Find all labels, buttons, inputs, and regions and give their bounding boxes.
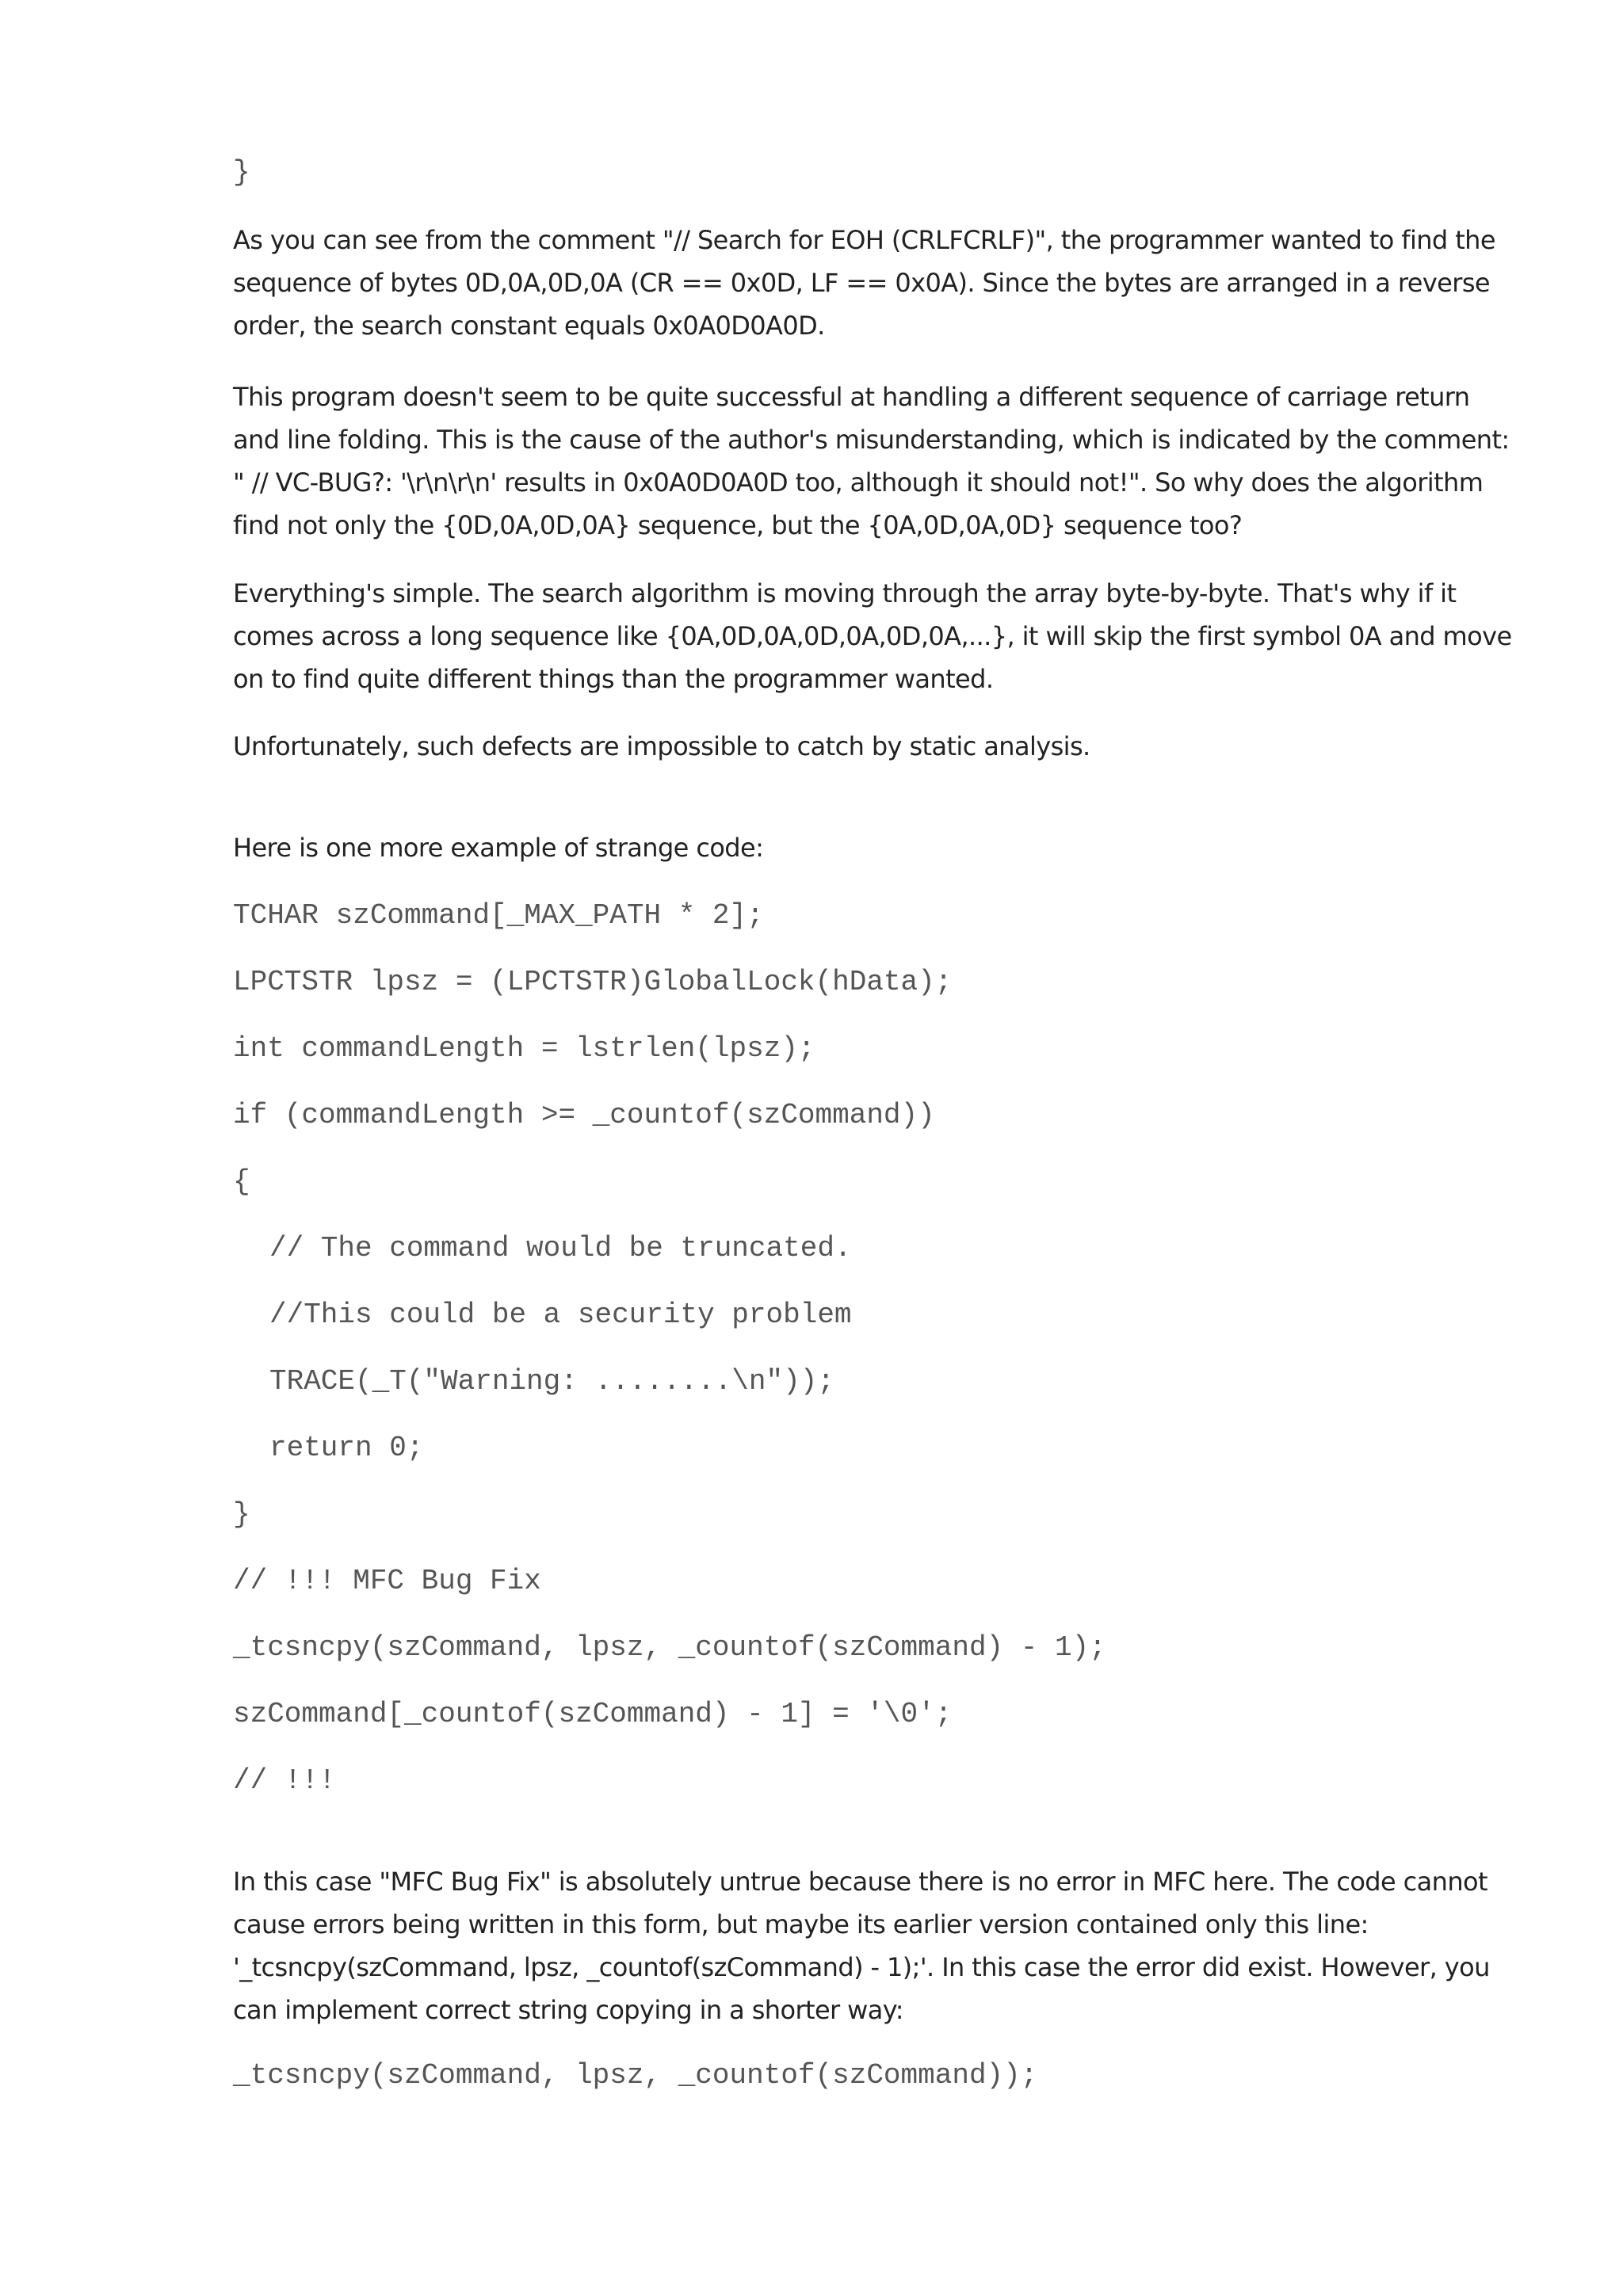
paragraph-intro-example: Here is one more example of strange code: bbox=[233, 833, 764, 863]
code-line: // The command would be truncated. bbox=[269, 1232, 852, 1264]
code-line: // !!! bbox=[233, 1764, 336, 1797]
code-line: TCHAR szCommand[_MAX_PATH * 2]; bbox=[233, 899, 764, 932]
code-line: } bbox=[233, 1498, 250, 1531]
code-line: return 0; bbox=[269, 1432, 424, 1464]
paragraph-static-analysis: Unfortunately, such defects are impossible to catch by static analysis. bbox=[233, 731, 1090, 761]
code-line: //This could be a security problem bbox=[269, 1299, 852, 1331]
code-line: TRACE(_T("Warning: ........\n")); bbox=[269, 1365, 834, 1398]
code-line: if (commandLength >= _countof(szCommand)) bbox=[233, 1099, 935, 1131]
code-line: LPCTSTR lpsz = (LPCTSTR)GlobalLock(hData); bbox=[233, 966, 953, 998]
code-line: // !!! MFC Bug Fix bbox=[233, 1565, 541, 1597]
paragraph-mfc-bug-fix: In this case "MFC Bug Fix" is absolutely untrue because there is no error in MFC here. The code cannot cause errors being written in this form, but maybe its earlier version contained only this line: '_tcsncpy(szCommand, lpsz, _countof(szCommand) - 1);'. In this case the error did exist. However, you can implement correct string copying in a shorter way: bbox=[233, 1867, 1490, 2025]
code-final-line: _tcsncpy(szCommand, lpsz, _countof(szCommand)); bbox=[233, 2059, 1038, 2092]
paragraph-explanation: Everything's simple. The search algorithm is moving through the array byte-by-byte. That's why if it comes across a long sequence like {0A,0D,0A,0D,0A,0D,0A,...}, it will skip the first symbol 0A and move on to find quite different things than the programmer wanted. bbox=[233, 578, 1512, 694]
paragraph-eoh-comment: As you can see from the comment "// Search for EOH (CRLFCRLF)", the programmer wanted to find the sequence of bytes 0D,0A,0D,0A (CR == 0x0D, LF == 0x0A). Since the bytes are arranged in a reverse order, the search constant equals 0x0A0D0A0D. bbox=[233, 225, 1495, 341]
code-line: int commandLength = lstrlen(lpsz); bbox=[233, 1032, 815, 1065]
code-line: _tcsncpy(szCommand, lpsz, _countof(szCommand) - 1); bbox=[233, 1631, 1106, 1664]
paragraph-vc-bug: This program doesn't seem to be quite successful at handling a different sequence of carriage return and line folding. This is the cause of the author's misunderstanding, which is indicated by the comment: " // VC-BUG?: '\r\n\r\n' results in 0x0A0D0A0D too, although it should not!". So why does the algorithm find not only the {0D,0A,0D,0A} sequence, but the {0A,0D,0A,0D} sequence too? bbox=[233, 382, 1510, 540]
code-line: { bbox=[233, 1165, 250, 1198]
code-closing-brace: } bbox=[233, 156, 250, 189]
code-line: szCommand[_countof(szCommand) - 1] = '\0'; bbox=[233, 1698, 953, 1730]
